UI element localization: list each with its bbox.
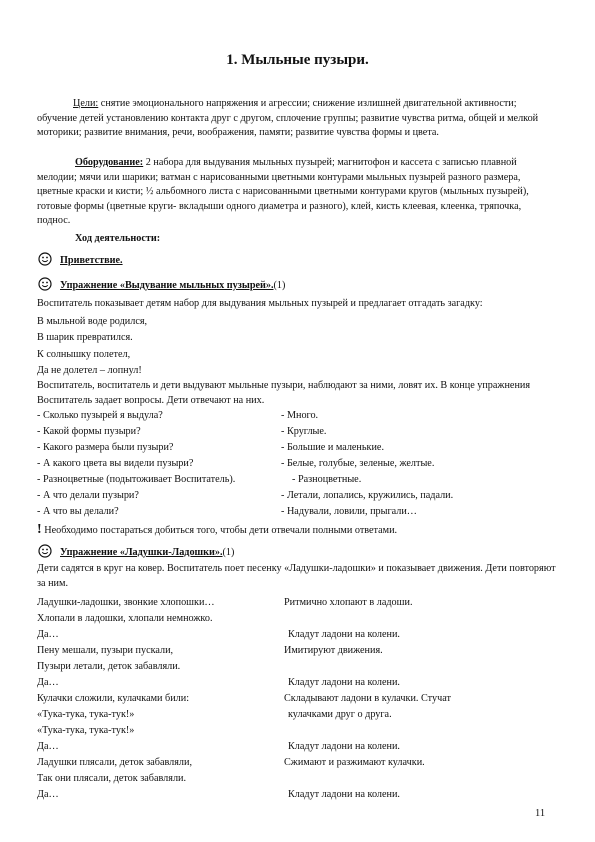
song-action: Складывают ладони в кулачки. Стучат (284, 693, 451, 704)
answer: - Разноцветные. (292, 474, 362, 485)
song-line: Пену мешали, пузыри пускали, (37, 645, 174, 656)
song-action: Сжимают и разжимают кулачки. (284, 757, 425, 768)
song-action: Имитируют движения. (284, 645, 383, 656)
exercise1-title: Упражнение «Выдувание мыльных пузырей». (60, 280, 274, 291)
riddle-line: Да не долетел – лопнул! (37, 365, 142, 376)
song-line: Да… (37, 789, 59, 800)
equipment-label: Оборудование: (75, 157, 144, 168)
exercise2-heading (60, 546, 234, 559)
page-title: 1. Мыльные пузыри. (226, 52, 369, 68)
course-heading: Ход деятельности: (75, 233, 161, 244)
exercise1-heading (60, 279, 285, 292)
answer: - Белые, голубые, зеленые, желтые. (281, 458, 435, 469)
answer: - Надували, ловили, прыгали… (281, 506, 417, 517)
question: - Сколько пузырей я выдула? (37, 410, 163, 421)
exercise1-description: Воспитатель, воспитатель и дети выдувают мыльные пузыри, наблюдают за ними, ловят их. В конце упражнения Воспитатель задает вопросы. Дети отвечают на них. (37, 380, 531, 406)
equipment-paragraph (37, 156, 557, 229)
riddle-line: В шарик превратился. (37, 332, 133, 343)
exercise1-intro: Воспитатель показывает детям набор для выдувания мыльных пузырей и предлагает отгадать загадку: (37, 298, 483, 309)
exercise1-suffix: (1) (273, 280, 286, 291)
question: - Разноцветные (подытоживает Воспитатель). (37, 474, 236, 485)
song-line: Да… (37, 629, 59, 640)
answer: - Круглые. (281, 426, 327, 437)
goals-paragraph (37, 97, 557, 141)
goals-text: снятие эмоционального напряжения и агрессии; снижение излишней двигательной активности; обучение детей установлению контакта друг с другом, сплочение группы; развитие чувства ритма, общей и мелкой моторики; развитие внимания, речи, воображения, памяти; развитие чувства формы и цвета. (37, 98, 539, 139)
smiley-icon (38, 252, 52, 266)
answer: - Большие и маленькие. (281, 442, 385, 453)
goals-label: Цели: (73, 98, 99, 109)
exercise2-title: Упражнение «Ладушки-Ладошки». (60, 547, 223, 558)
song-line: «Тука-тука, тука-тук!» (37, 725, 135, 736)
note-text: Необходимо постараться добиться того, чтобы дети отвечали полными ответами. (41, 525, 398, 536)
song-action: Кладут ладони на колени. (288, 677, 400, 688)
question: - Какой формы пузыри? (37, 426, 141, 437)
question: - А что вы делали? (37, 506, 119, 517)
exclamation-icon: ! (37, 522, 42, 537)
answer: - Летали, лопались, кружились, падали. (281, 490, 454, 501)
question: - Какого размера были пузыри? (37, 442, 174, 453)
song-line: Так они плясали, деток забавляли. (37, 773, 187, 784)
song-line: Да… (37, 677, 59, 688)
page-number: 11 (535, 808, 546, 819)
song-line: Кулачки сложили, кулачками били: (37, 693, 190, 704)
song-action: Ритмично хлопают в ладоши. (284, 597, 413, 608)
equipment-text: 2 набора для выдувания мыльных пузырей; магнитофон и кассета с записью плавной мелодии; мячи или шарики; ватман с нарисованными цветными контурами мыльных пузырей разного размера, цветные краски и кисти; ½ альбомного листа с нарисованными цветными контурами кругов (мыльных пузырей), готовые формы (цветные круги- вкладыши одного диаметра и разного), клей, кисть клеевая, клеенка, тряпочка, поднос. (37, 157, 529, 227)
note (37, 523, 397, 537)
song-action: Кладут ладони на колени. (288, 629, 400, 640)
answer: - Много. (281, 410, 319, 421)
song-line: Ладушки-ладошки, звонкие хлопошки… (37, 597, 215, 608)
song-line: Ладушки плясали, деток забавляли, (37, 757, 193, 768)
song-line: Хлопали в ладошки, хлопали немножко. (37, 613, 213, 624)
question: - А какого цвета вы видели пузыри? (37, 458, 194, 469)
song-line: «Тука-тука, тука-тук!» (37, 709, 135, 720)
song-action: Кладут ладони на колени. (288, 741, 400, 752)
greeting-heading: Приветствие. (60, 255, 123, 266)
riddle-line: В мыльной воде родился, (37, 316, 148, 327)
song-line: Да… (37, 741, 59, 752)
exercise2-intro: Дети садятся в круг на ковер. Воспитатель поет песенку «Ладушки-ладошки» и показывает движения. Дети повторяют за ним. (37, 563, 556, 589)
smiley-icon (38, 277, 52, 291)
question: - А что делали пузыри? (37, 490, 139, 501)
exercise2-suffix: (1) (222, 547, 235, 558)
smiley-icon (38, 544, 52, 558)
song-action: Кладут ладони на колени. (288, 789, 400, 800)
song-action: кулачками друг о друга. (288, 709, 392, 720)
riddle-line: К солнышку полетел, (37, 349, 131, 360)
song-line: Пузыри летали, деток забавляли. (37, 661, 181, 672)
